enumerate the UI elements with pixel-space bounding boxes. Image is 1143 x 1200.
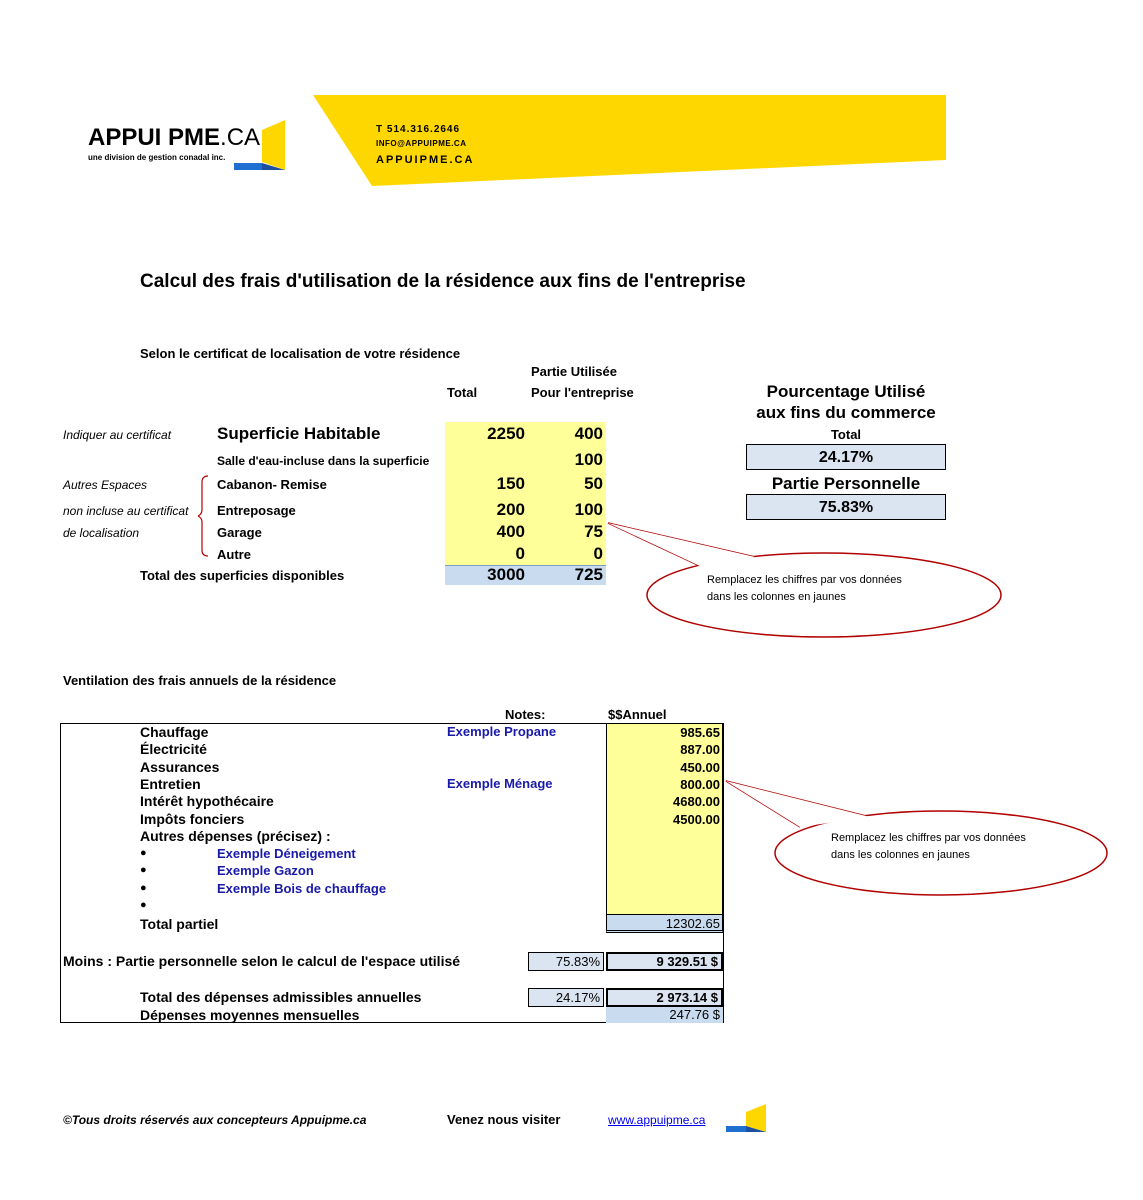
surface-sum-total: 3000 [487, 565, 525, 584]
bullet-item: Exemple Déneigement [217, 846, 356, 861]
footer-visit: Venez nous visiter [447, 1112, 561, 1127]
expense-label: Assurances [140, 759, 220, 775]
header-email: INFO@APPUIPME.CA [376, 139, 467, 148]
col-notes-header: Notes: [505, 707, 546, 722]
surface-partie-value[interactable]: 400 [574, 424, 603, 443]
admissible-pct: 24.17% [528, 988, 604, 1007]
moins-label: Moins : Partie personnelle selon le calcul de l'espace utilisé [63, 953, 461, 969]
bullet-icon: ● [140, 847, 147, 859]
expense-value[interactable]: 800.00 [680, 777, 720, 792]
surface-total-value[interactable]: 0 [515, 544, 525, 563]
expense-value[interactable]: 450.00 [680, 760, 720, 775]
percent-title-line2: aux fins du commerce [756, 403, 936, 422]
moins-value: 9 329.51 $ [606, 952, 723, 971]
bullet-item: Exemple Bois de chauffage [217, 881, 387, 896]
mensuelle-label: Dépenses moyennes mensuelles [140, 1007, 360, 1023]
bracket-shape [198, 474, 210, 558]
col-total-header: Total [447, 385, 478, 400]
logo-text [88, 124, 260, 152]
surface-row-label: Entreposage [217, 503, 296, 518]
surface-sum-partie: 725 [574, 565, 603, 584]
callout-text: dans les colonnes en jaunes [831, 849, 970, 861]
footer-copyright: ©Tous droits réservés aux concepteurs Appuipme.ca [63, 1113, 367, 1127]
mensuelle-value: 247.76 $ [606, 1007, 723, 1023]
expense-note: Exemple Propane [447, 724, 557, 739]
logo-main: APPUI PME [88, 124, 221, 151]
subtotal-label: Total partiel [140, 916, 219, 932]
percent-total-label: Total [830, 427, 862, 442]
footer-website-link[interactable]: www.appuipme.ca [608, 1113, 706, 1127]
callout-text: Remplacez les chiffres par vos données [707, 574, 902, 586]
surface-partie-value[interactable]: 100 [574, 500, 603, 519]
surface-total-value[interactable]: 200 [496, 500, 525, 519]
surface-intro: Selon le certificat de localisation de votre résidence [140, 346, 461, 361]
bullet-icon: ● [140, 864, 147, 876]
page-title: Calcul des frais d'utilisation de la résidence aux fins de l'entreprise [140, 271, 746, 292]
col-partie-line1: Partie Utilisée [531, 364, 617, 379]
surface-total-value[interactable]: 150 [496, 474, 525, 493]
surface-row-label: Cabanon- Remise [217, 477, 327, 492]
surface-partie-value[interactable]: 50 [584, 474, 603, 493]
surface-partie-value[interactable]: 0 [593, 544, 603, 563]
autres-label: Autres dépenses (précisez) : [140, 828, 331, 844]
logo-suffix: .CA [220, 124, 261, 151]
expense-note: Exemple Ménage [447, 776, 553, 791]
side-note: de localisation [63, 526, 140, 540]
expense-label: Impôts fonciers [140, 811, 245, 827]
expense-label: Chauffage [140, 724, 209, 740]
percent-title-line1: Pourcentage Utilisé [766, 382, 926, 401]
subtotal-value: 12302.65 [665, 916, 720, 931]
expense-label: Électricité [140, 741, 207, 757]
col-annuel-header: $$Annuel [608, 707, 667, 722]
surface-total-value[interactable]: 2250 [487, 424, 525, 443]
callout-text: Remplacez les chiffres par vos données [831, 832, 1026, 844]
surface-row-label: Autre [217, 547, 251, 562]
expense-value[interactable]: 4500.00 [673, 812, 720, 827]
side-note: non incluse au certificat [63, 504, 189, 518]
header-phone: T 514.316.2646 [376, 124, 461, 135]
surface-total-value[interactable]: 400 [496, 522, 525, 541]
admissible-value: 2 973.14 $ [606, 988, 723, 1007]
moins-pct: 75.83% [528, 952, 604, 971]
callout-text: dans les colonnes en jaunes [707, 591, 846, 603]
col-partie-line2: Pour l'entreprise [531, 385, 634, 400]
logo-subtitle: une division de gestion conadal inc. [88, 153, 226, 162]
admissible-label: Total des dépenses admissibles annuelles [140, 989, 422, 1005]
expense-value[interactable]: 887.00 [680, 742, 720, 757]
surface-partie-value[interactable]: 75 [584, 522, 603, 541]
surface-row-label: Garage [217, 525, 262, 540]
surface-total-label: Total des superficies disponibles [140, 568, 345, 583]
expenses-heading: Ventilation des frais annuels de la résidence [63, 673, 337, 688]
surface-row-label: Superficie Habitable [217, 424, 381, 443]
expense-value[interactable]: 985.65 [680, 725, 720, 740]
side-note: Autres Espaces [63, 478, 148, 492]
footer-logo-icon [726, 1104, 768, 1136]
bullet-item: Exemple Gazon [217, 863, 314, 878]
expense-label: Intérêt hypothécaire [140, 793, 274, 809]
bullet-icon: ● [140, 899, 147, 911]
header-website: APPUIPME.CA [376, 154, 475, 166]
surface-partie-value[interactable]: 100 [574, 450, 603, 469]
percent-perso-label: Partie Personnelle [771, 474, 921, 493]
percent-total-value: 24.17% [746, 444, 946, 470]
percent-perso-value: 75.83% [746, 494, 946, 520]
bullet-icon: ● [140, 882, 147, 894]
expense-label: Entretien [140, 776, 201, 792]
expense-value[interactable]: 4680.00 [673, 794, 720, 809]
header-banner [0, 0, 1143, 200]
side-note: Indiquer au certificat [63, 428, 172, 442]
surface-row-label: Salle d'eau-incluse dans la superficie [217, 454, 430, 468]
